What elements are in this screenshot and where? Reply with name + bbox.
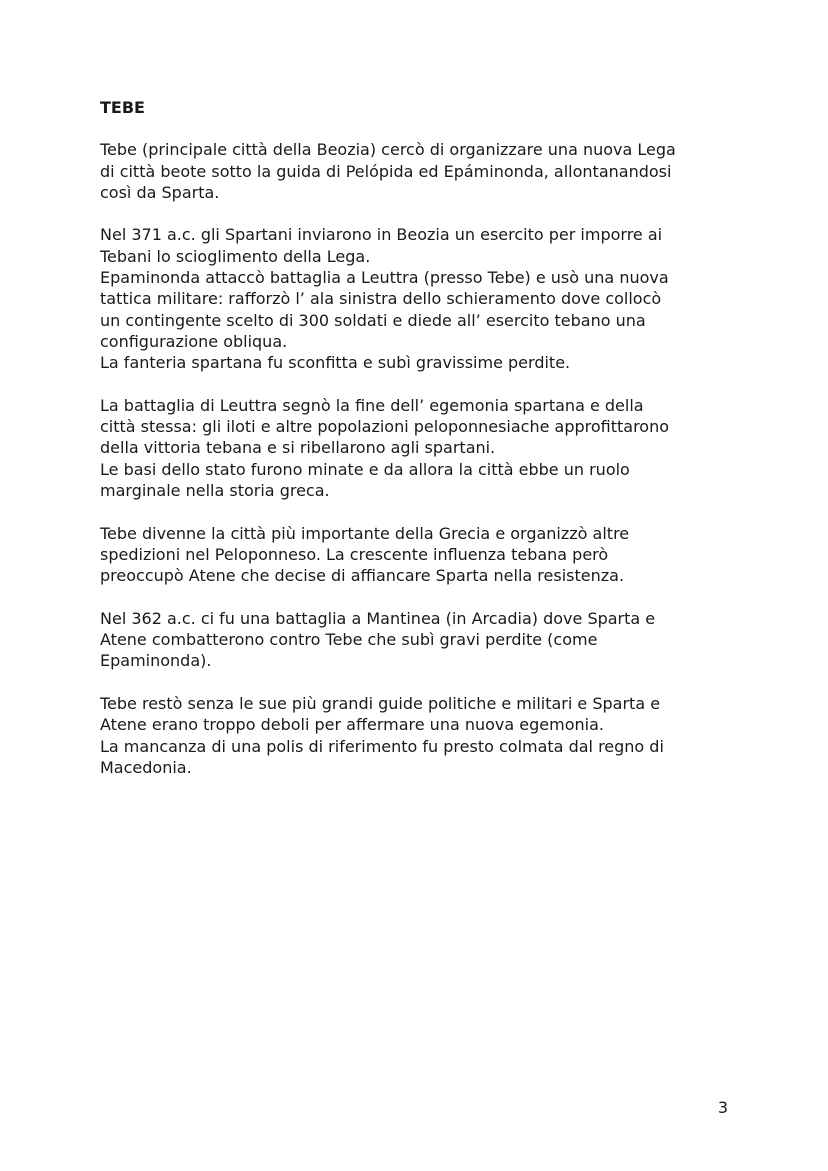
paragraph-line: Le basi dello stato furono minate e da allora la città ebbe un ruolo xyxy=(100,459,630,479)
paragraph-line: Epaminonda). xyxy=(100,651,212,671)
paragraph-line: configurazione obliqua. xyxy=(100,331,288,351)
paragraph-line: Tebani lo scioglimento della Lega. xyxy=(100,246,371,266)
page-content xyxy=(100,97,740,800)
paragraph-line: Atene erano troppo deboli per affermare una nuova egemonia. xyxy=(100,715,604,735)
paragraph-line: città stessa: gli iloti e altre popolazioni peloponnesiache approfittarono xyxy=(100,417,670,437)
paragraph-line: La battaglia di Leuttra segnò la fine dell’ egemonia spartana e della xyxy=(100,395,644,415)
paragraph-line: Tebe (principale città della Beozia) cercò di organizzare una nuova Lega xyxy=(100,140,676,160)
paragraph-line: tattica militare: rafforzò l’ ala sinistra dello schieramento dove collocò xyxy=(100,289,662,309)
paragraph-line: La mancanza di una polis di riferimento fu presto colmata dal regno di xyxy=(100,736,664,756)
paragraph xyxy=(100,693,740,778)
paragraph-list xyxy=(100,139,740,778)
paragraph xyxy=(100,395,740,501)
paragraph-line: preoccupò Atene che decise di affiancare Sparta nella resistenza. xyxy=(100,566,625,586)
page-number: 3 xyxy=(717,1098,728,1117)
paragraph-line: Macedonia. xyxy=(100,757,192,777)
paragraph-line: Atene combatterono contro Tebe che subì gravi perdite (come xyxy=(100,630,598,650)
paragraph-line: Nel 362 a.c. ci fu una battaglia a Mantinea (in Arcadia) dove Sparta e xyxy=(100,608,656,628)
paragraph-line: Tebe divenne la città più importante della Grecia e organizzò altre xyxy=(100,523,630,543)
paragraph xyxy=(100,608,740,672)
paragraph xyxy=(100,224,740,373)
paragraph xyxy=(100,139,740,203)
paragraph-line: marginale nella storia greca. xyxy=(100,481,330,501)
paragraph-line: Epaminonda attaccò battaglia a Leuttra (presso Tebe) e usò una nuova xyxy=(100,268,669,288)
paragraph-line: di città beote sotto la guida di Pelópida ed Epáminonda, allontanandosi xyxy=(100,161,672,181)
section-title: TEBE xyxy=(100,98,145,117)
paragraph-line: Nel 371 a.c. gli Spartani inviarono in Beozia un esercito per imporre ai xyxy=(100,225,663,245)
paragraph-line: La fanteria spartana fu sconfitta e subì gravissime perdite. xyxy=(100,353,571,373)
paragraph-line: spedizioni nel Peloponneso. La crescente influenza tebana però xyxy=(100,544,609,564)
paragraph-line: della vittoria tebana e si ribellarono agli spartani. xyxy=(100,438,496,458)
paragraph-line: un contingente scelto di 300 soldati e diede all’ esercito tebano una xyxy=(100,310,646,330)
paragraph-line: così da Sparta. xyxy=(100,182,220,202)
paragraph-line: Tebe restò senza le sue più grandi guide politiche e militari e Sparta e xyxy=(100,694,661,714)
paragraph xyxy=(100,523,740,587)
